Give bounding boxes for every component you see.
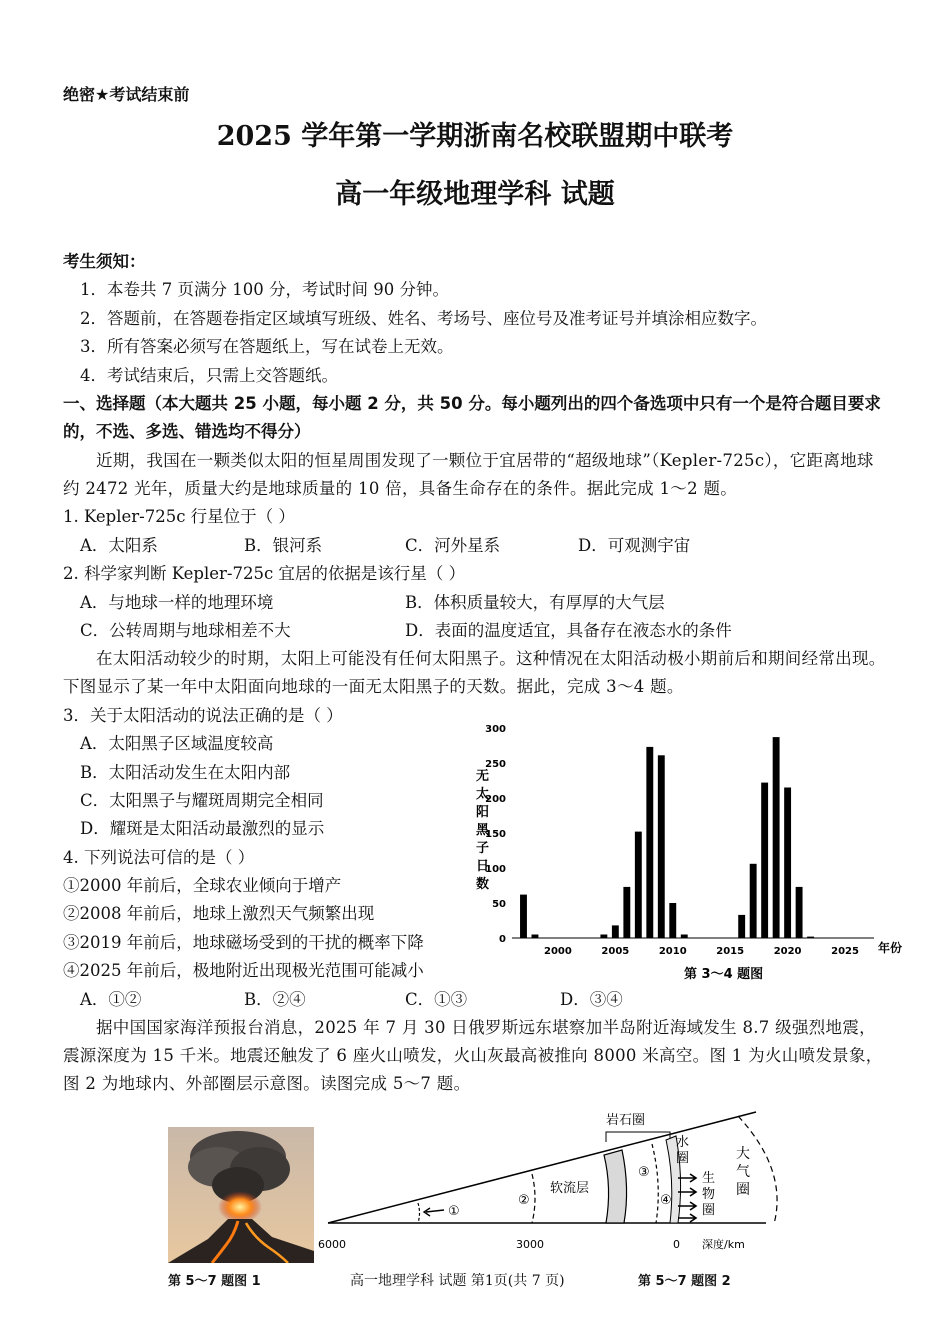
notice-item: 4．考试结束后，只需上交答题纸。 — [80, 366, 338, 385]
sunspot-chart — [466, 712, 906, 992]
q4-statement: ③2019 年前后，地球磁场受到的干扰的概率下降 — [63, 933, 424, 952]
label-asthenosphere: 软流层 — [550, 1181, 590, 1196]
y-tick-label: 200 — [485, 794, 506, 805]
label-hydrosphere-2: 圈 — [676, 1151, 690, 1166]
q3-option-d: D．耀斑是太阳活动最激烈的显示 — [80, 819, 325, 838]
q2-option-b: B．体积质量较大，有厚厚的大气层 — [405, 593, 665, 612]
q3-option-b: B．太阳活动发生在太阳内部 — [80, 763, 291, 782]
chart-caption: 第 3～4 题图 — [684, 967, 764, 982]
y-label-char: 黑 — [476, 823, 490, 838]
y-label-char: 无 — [476, 769, 490, 784]
bar — [784, 788, 791, 939]
passage-1: 近期，我国在一颗类似太阳的恒星周围发现了一颗位于宜居带的“超级地球”（Kepler-725c），它距离地球约 2472 光年，质量大约是地球质量的 10 倍，具备生命存在的条件。据此完成 1～2 题。 — [63, 451, 874, 498]
passage-2: 在太阳活动较少的时期，太阳上可能没有任何太阳黑子。这种情况在太阳活动极小期前后和期间经常出现。下图显示了某一年中太阳面向地球的一面无太阳黑子的天数。据此，完成 3～4 题。 — [63, 649, 886, 696]
label-circle-4: ④ — [660, 1193, 672, 1208]
y-tick-label: 300 — [485, 724, 506, 735]
section-heading: 一、选择题（本大题共 25 小题，每小题 2 分，共 50 分。每小题列出的四个备选项中只有一个是符合题目要求的，不选、多选、错选均不得分） — [63, 394, 881, 441]
bar — [646, 747, 653, 938]
q3-option-c: C．太阳黑子与耀斑周期完全相同 — [80, 791, 324, 810]
bar — [796, 887, 803, 938]
y-tick-label: 150 — [485, 829, 506, 840]
q2-stem: 2. 科学家判断 Kepler-725c 宜居的依据是该行星（ ） — [63, 564, 466, 583]
label-circle-1: ① — [448, 1204, 460, 1219]
bar — [773, 737, 780, 938]
x-tick-label: 2000 — [544, 946, 572, 957]
depth-3000: 3000 — [516, 1238, 544, 1251]
page-footer: 高一地理学科 试题 第1页(共 7 页) — [350, 1273, 565, 1289]
bar — [600, 935, 607, 939]
passage-3: 据中国国家海洋预报台消息，2025 年 7 月 30 日俄罗斯远东堪察加半岛附近海域发生 8.7 级强烈地震，震源深度为 15 千米。地震还触发了 6 座火山喷发，火山灰最高被推向 8000 米高空。图 1 为火山喷发景象，图 2 为地球内、外部圈层示意图。读图完成 5～7 题。 — [63, 1018, 883, 1093]
bar — [520, 895, 527, 938]
y-label-char: 太 — [476, 787, 490, 802]
q4-statement: ④2025 年前后，极地附近出现极光范围可能减小 — [63, 961, 424, 980]
y-tick-label: 250 — [485, 759, 506, 770]
y-label-char: 子 — [476, 841, 490, 856]
y-tick-label: 0 — [499, 934, 506, 945]
notice-item: 1．本卷共 7 页满分 100 分，考试时间 90 分钟。 — [80, 280, 449, 299]
y-tick-label: 50 — [492, 899, 506, 910]
label-biosphere-2: 物 — [702, 1187, 716, 1202]
bar — [532, 935, 539, 939]
bar — [738, 915, 745, 938]
q4-option-c: C．①③ — [405, 990, 468, 1009]
earth-spheres-diagram — [318, 1100, 798, 1275]
label-lithosphere: 岩石圈 — [606, 1113, 646, 1128]
q2-option-d: D．表面的温度适宜，具备存在液态水的条件 — [405, 621, 732, 640]
q1-option-d: D．可观测宇宙 — [578, 536, 691, 555]
notice-heading: 考生须知： — [63, 252, 146, 271]
q3-option-a: A．太阳黑子区域温度较高 — [80, 734, 274, 753]
chart-xticks — [544, 946, 859, 957]
chart-xlabel: 年份 — [878, 941, 903, 955]
x-tick-label: 2010 — [658, 946, 687, 957]
depth-unit: 深度/km — [702, 1238, 745, 1251]
q2-option-a: A．与地球一样的地理环境 — [80, 593, 274, 612]
x-tick-label: 2025 — [831, 946, 859, 957]
q1-option-b: B．银河系 — [244, 536, 323, 555]
bar — [681, 935, 688, 939]
chart-yticks — [485, 724, 506, 945]
y-label-char: 日 — [476, 859, 490, 874]
x-tick-label: 2015 — [716, 946, 745, 957]
bar — [669, 903, 676, 938]
bar — [658, 755, 665, 938]
label-biosphere-3: 圈 — [702, 1203, 716, 1218]
label-circle-2: ② — [518, 1193, 530, 1208]
bar — [750, 864, 757, 938]
label-circle-3: ③ — [638, 1165, 650, 1180]
volcano-photo — [168, 1127, 314, 1263]
confidential-mark: 绝密★考试结束前 — [63, 85, 190, 104]
bar — [612, 925, 619, 938]
y-label-char: 数 — [476, 877, 490, 892]
q1-option-c: C．河外星系 — [405, 536, 501, 555]
q4-option-d: D．③④ — [560, 990, 623, 1009]
q2-option-c: C．公转周期与地球相差不大 — [80, 621, 291, 640]
bar — [623, 887, 630, 938]
label-atmosphere-2: 气 — [736, 1164, 750, 1180]
fig1-caption: 第 5～7 题图 1 — [168, 1274, 261, 1289]
x-tick-label: 2020 — [773, 946, 802, 957]
exam-subtitle: 高一年级地理学科 试题 — [335, 179, 615, 210]
q4-statement: ②2008 年前后，地球上激烈天气频繁出现 — [63, 904, 375, 923]
x-tick-label: 2005 — [601, 946, 630, 957]
exam-title: 2025 学年第一学期浙南名校联盟期中联考 — [216, 121, 734, 152]
bar — [761, 783, 768, 938]
depth-0: 0 — [673, 1238, 680, 1251]
label-atmosphere-1: 大 — [736, 1146, 750, 1162]
q4-stem: 4. 下列说法可信的是（ ） — [63, 848, 255, 867]
notice-item: 3．所有答案必须写在答题纸上，写在试卷上无效。 — [80, 337, 454, 356]
fig2-caption: 第 5～7 题图 2 — [638, 1274, 731, 1289]
label-biosphere-1: 生 — [702, 1171, 716, 1186]
depth-6000: 6000 — [318, 1238, 346, 1251]
bar — [635, 832, 642, 938]
y-label-char: 阳 — [476, 805, 490, 820]
label-hydrosphere-1: 水 — [676, 1135, 690, 1150]
q4-statement: ①2000 年前后，全球农业倾向于增产 — [63, 876, 342, 895]
notice-item: 2．答题前，在答题卷指定区域填写班级、姓名、考场号、座位号及准考证号并填涂相应数字。 — [80, 309, 767, 328]
q4-option-a: A．①② — [80, 990, 142, 1009]
q1-stem: 1. Kepler-725c 行星位于（ ） — [63, 507, 295, 526]
label-atmosphere-3: 圈 — [736, 1182, 750, 1198]
q4-option-b: B．②④ — [244, 990, 306, 1009]
q3-stem: 3．关于太阳活动的说法正确的是（ ） — [63, 706, 343, 725]
y-tick-label: 100 — [485, 864, 506, 875]
chart-bars — [520, 737, 814, 938]
q1-option-a: A．太阳系 — [80, 536, 158, 555]
